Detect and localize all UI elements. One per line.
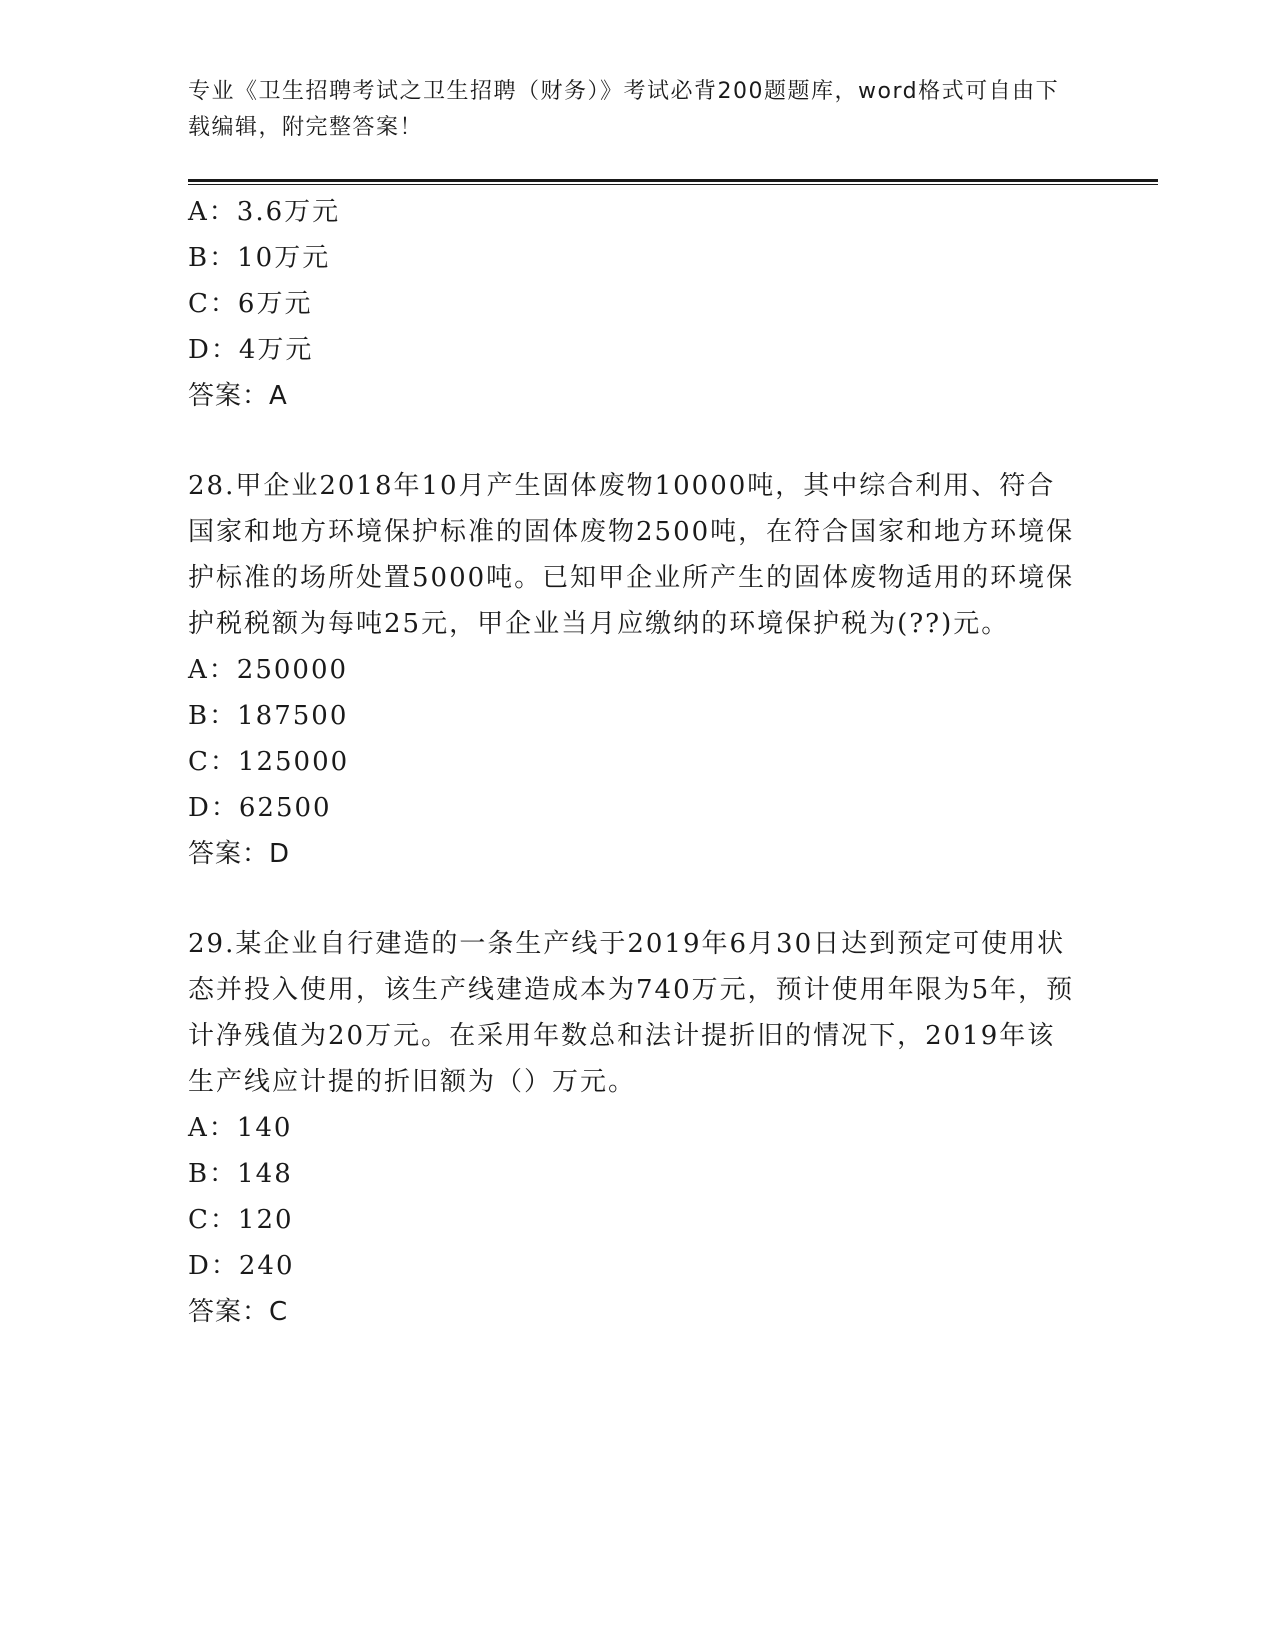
option-label: B： (188, 701, 238, 731)
header-divider-thin (188, 184, 1158, 185)
option-d (188, 785, 1088, 831)
answer-label: 答案： (188, 381, 270, 411)
answer-value: A (269, 381, 288, 411)
option-c (188, 1197, 1088, 1243)
option-c (188, 281, 1088, 327)
answer-value: D (269, 839, 291, 869)
option-label: C： (188, 747, 238, 777)
question-block (188, 463, 1088, 877)
option-a (188, 189, 1088, 235)
answer-label: 答案： (188, 1297, 270, 1327)
option-text: 125000 (237, 747, 350, 777)
answer-value: C (269, 1297, 289, 1327)
answer-line (188, 831, 1088, 877)
option-b (188, 693, 1088, 739)
option-label: D： (188, 1251, 239, 1281)
option-text: 10万元 (237, 243, 331, 273)
option-d (188, 1243, 1088, 1289)
option-c (188, 739, 1088, 785)
question-stem: 28.甲企业2018年10月产生固体废物10000吨，其中综合利用、符合国家和地方环境保护标准的固体废物2500吨，在符合国家和地方环境保护标准的场所处置5000吨。已知甲企业所产生的固体废物适用的环境保护税税额为每吨25元，甲企业当月应缴纳的环境保护税为(??)元。 (188, 471, 1075, 639)
option-label: A： (188, 1113, 237, 1143)
option-a (188, 1105, 1088, 1151)
option-b (188, 235, 1088, 281)
option-label: A： (188, 197, 237, 227)
spacer (188, 419, 1088, 463)
option-label: A： (188, 655, 237, 685)
header-title: 专业《卫生招聘考试之卫生招聘（财务）》考试必背200题题库，word格式可自由下载编辑，附完整答案！ (188, 79, 1060, 140)
answer-label: 答案： (188, 839, 270, 869)
option-d (188, 327, 1088, 373)
option-text: 240 (238, 1251, 295, 1281)
option-text: 250000 (236, 655, 349, 685)
answer-line (188, 1289, 1088, 1335)
option-text: 148 (237, 1159, 293, 1189)
option-text: 6万元 (237, 289, 313, 319)
option-label: C： (188, 1205, 238, 1235)
option-text: 187500 (237, 701, 349, 731)
answer-line (188, 373, 1088, 419)
option-text: 140 (236, 1113, 293, 1143)
option-label: D： (188, 335, 239, 365)
question-stem: 29.某企业自行建造的一条生产线于2019年6月30日达到预定可使用状态并投入使用，该生产线建造成本为740万元，预计使用年限为5年，预计净残值为20万元。在采用年数总和法计提折旧的情况下，2019年该生产线应计提的折旧额为（）万元。 (188, 929, 1075, 1097)
option-label: D： (188, 793, 239, 823)
option-text: 4万元 (238, 335, 314, 365)
option-label: C： (188, 289, 238, 319)
option-text: 120 (237, 1205, 294, 1235)
spacer (188, 877, 1088, 921)
option-a (188, 647, 1088, 693)
question-block (188, 921, 1088, 1335)
option-label: B： (188, 243, 238, 273)
question-block (188, 189, 1088, 419)
option-text: 62500 (238, 793, 332, 823)
option-text: 3.6万元 (236, 197, 341, 227)
option-b (188, 1151, 1088, 1197)
option-label: B： (188, 1159, 238, 1189)
question-list (188, 189, 1088, 1335)
document-header (188, 74, 1068, 146)
header-divider-thick (188, 179, 1158, 182)
